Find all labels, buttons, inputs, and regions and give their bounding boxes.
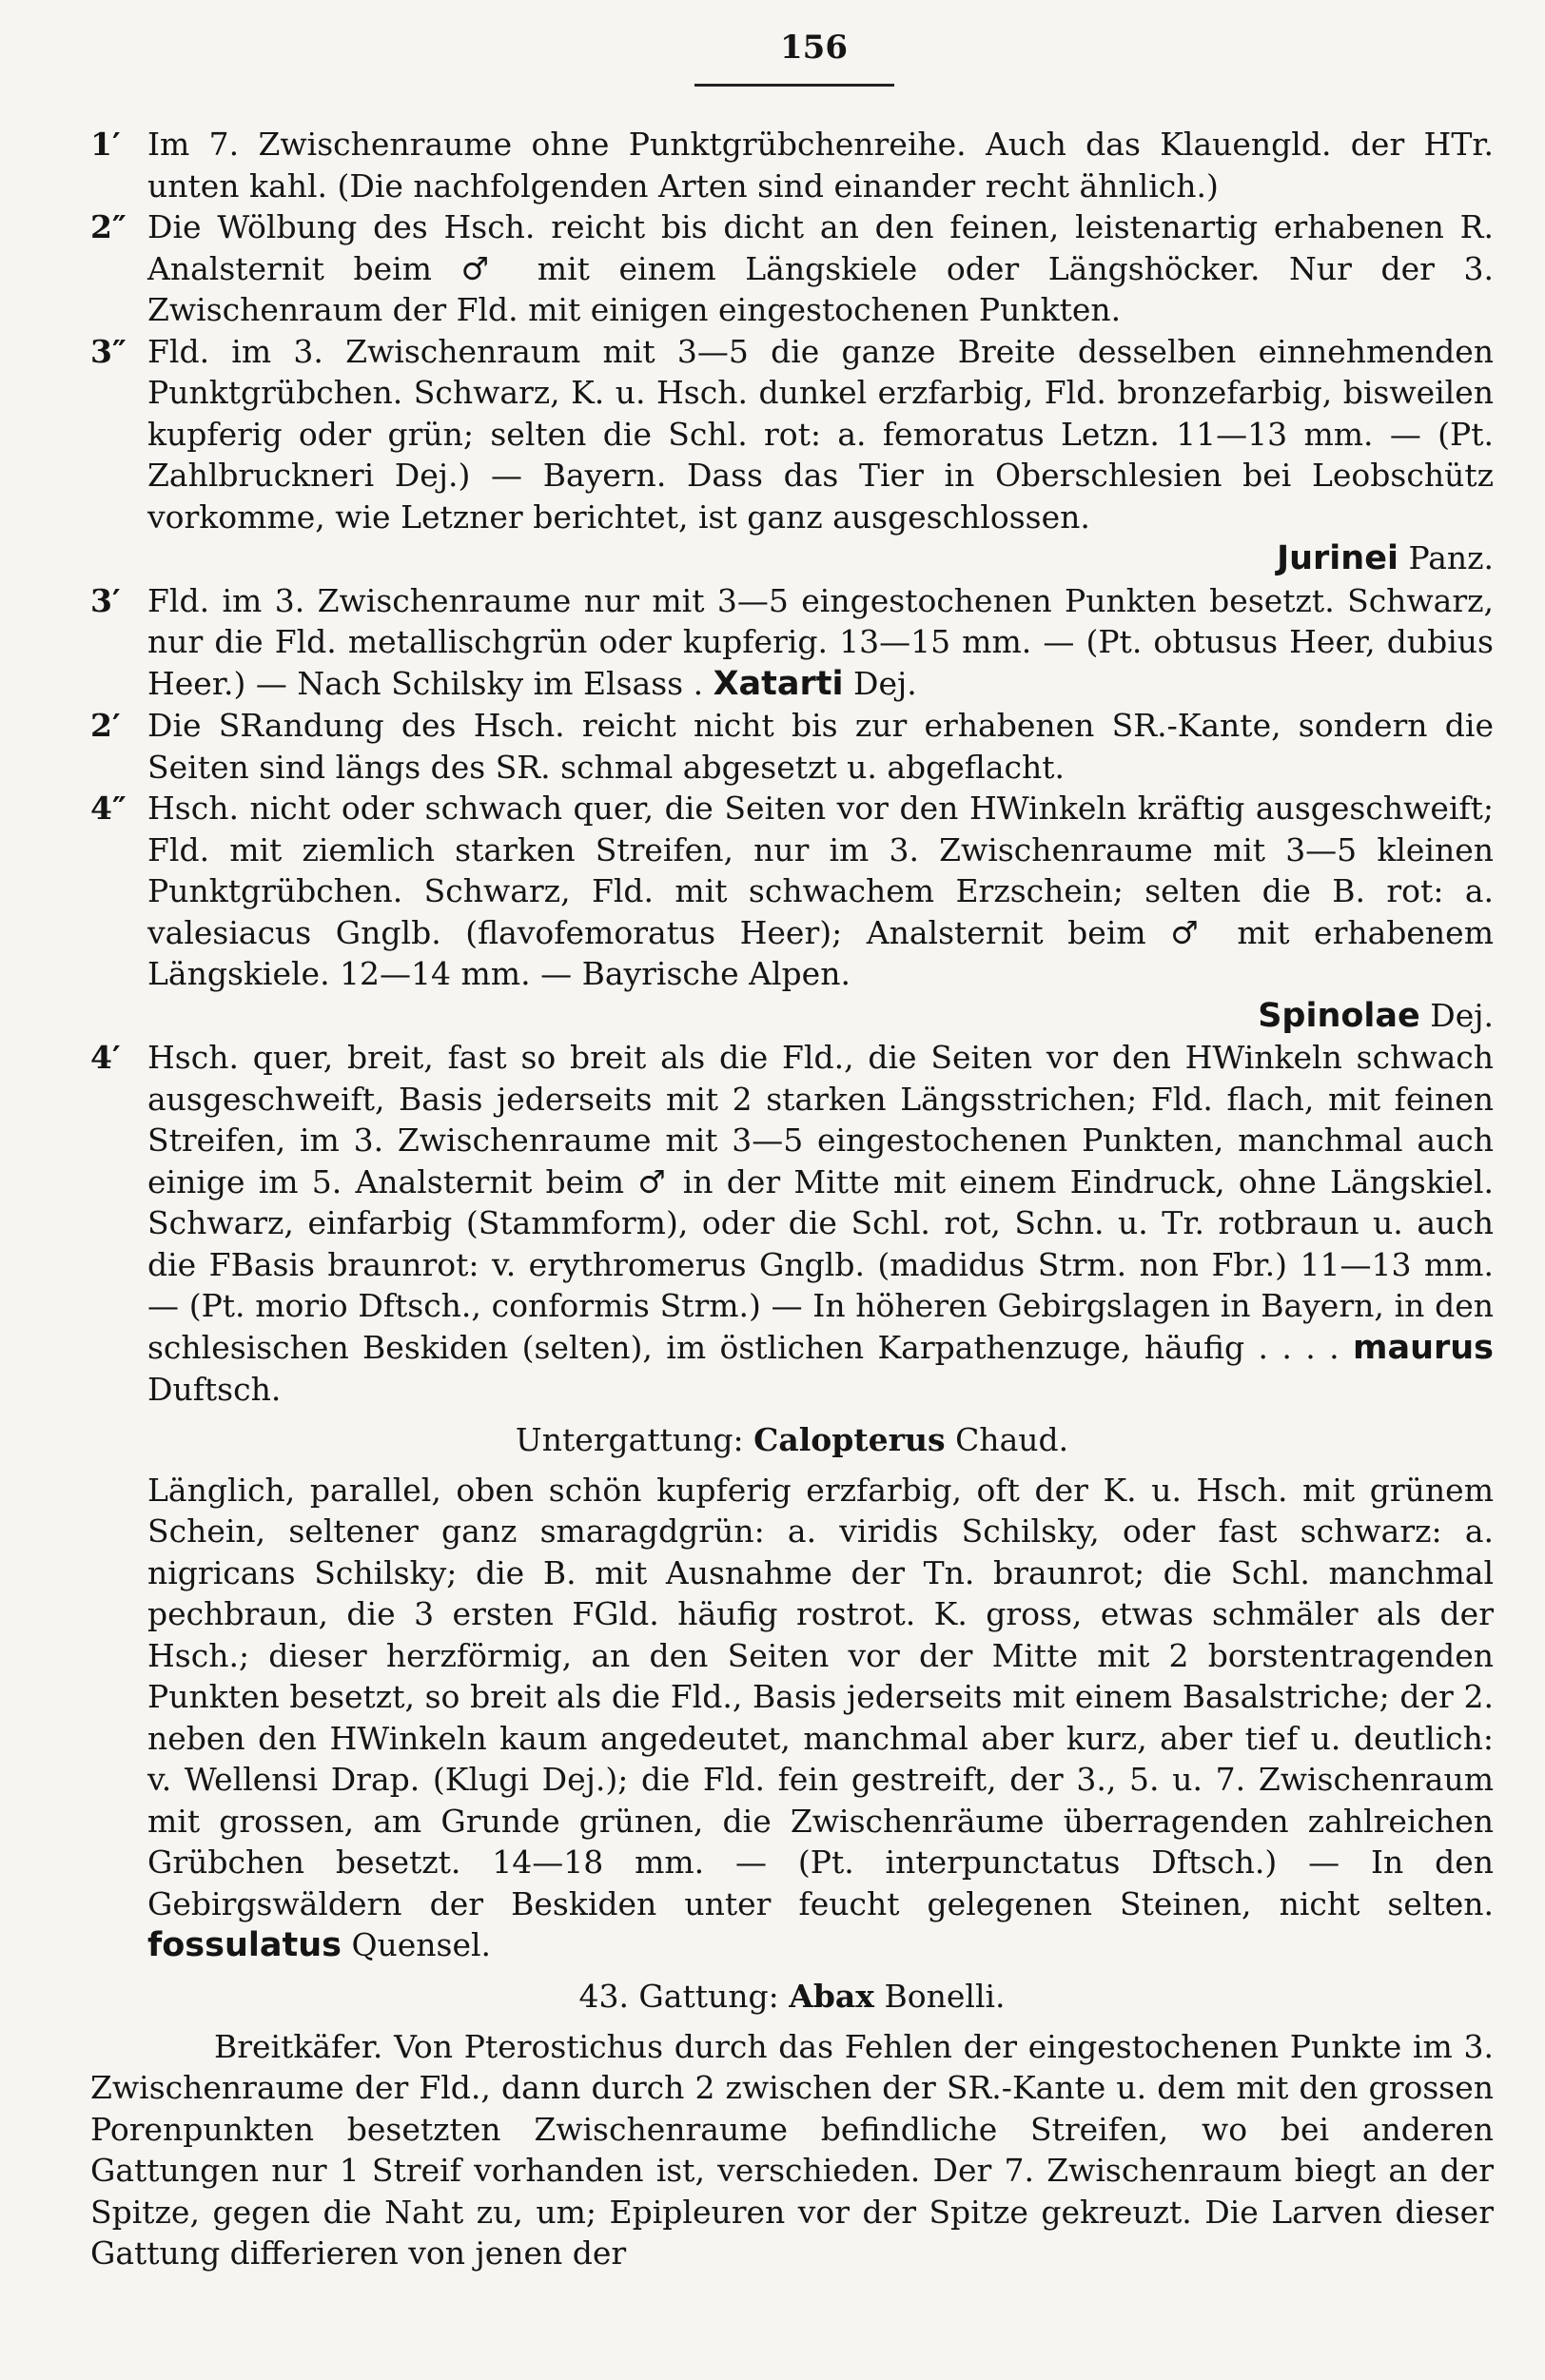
subgenus-text: Länglich, parallel, oben schön kupferig erzfarbig, oft der K. u. Hsch. mit grünem Schein, seltener ganz smaragdgrün: a. viridis Schilsky, oder fast schwarz: a. nigricans Schilsky; die B. mit Ausnahme der Tn. braunrot; die Schl. manchmal pechbraun, die 3 ersten FGld. häufig rostrot. K. gross, etwas schmäler als der Hsch.; dieser herzförmig, an den Seiten vor der Mitte mit 2 borstentragenden Punkten besetzt, so breit als die Fld., Basis jederseits mit einem Basalstriche; der 2. neben den HWinkeln kaum angedeutet, manchmal aber kurz, aber tief u. deutlich: v. Wellensi Drap. (Klugi Dej.); die Fld. fein gestreift, der 3., 5. u. 7. Zwischenraum mit grossen, am Grunde grünen, die Zwischenräume überragenden zahlreichen Grübchen besetzt. 14—18 mm. — (Pt. interpunctatus Dftsch.) — In den Gebirgswäldern der Beskiden unter feucht gelegenen Steinen, nicht selten. — [147, 1471, 1494, 1922]
key-entry-7 — [90, 1037, 1494, 1411]
species-name: maurus — [1352, 1328, 1494, 1367]
header-rule — [694, 84, 894, 87]
entry-text: Hsch. quer, breit, fast so breit als die Fld., die Seiten vor den HWinkeln schwach ausgeschweift, Basis jederseits mit 2 starken Längsstrichen; Fld. flach, mit feinen Streifen, im 3. Zwischenraume mit 3—5 eingestochenen Punkten, manchmal auch einige im 5. Analsternit beim ♂ in der Mitte mit einem Eindruck, ohne Längskiel. Schwarz, einfarbig (Stammform), oder die Schl. rot, Schn. u. Tr. rotbraun u. auch die FBasis braunrot: v. erythromerus Gnglb. (madidus Strm. non Fbr.) 11—13 mm. — (Pt. morio Dftsch., conformis Strm.) — In höheren Gebirgslagen in Bayern, in den schlesischen Beskiden (selten), im östlichen Karpathenzuge, häufig . . . . — [147, 1039, 1494, 1366]
genus-author: Bonelli. — [884, 1977, 1006, 2015]
entry-key: 4′ — [90, 1039, 121, 1076]
page-number: 156 — [780, 29, 848, 67]
entry-key: 3″ — [90, 332, 127, 370]
genus-description: Breitkäfer. Von Pterostichus durch das Fehlen der eingestochenen Punkte im 3. Zwischenraume der Fld., dann durch 2 zwischen der SR.-Kante u. dem mit den grossen Porenpunkten besetzten Zwischenraume befindliche Streifen, wo bei anderen Gattungen nur 1 Streif vorhanden ist, verschieden. Der 7. Zwischenraum biegt an der Spitze, gegen die Naht zu, um; Epipleuren vor der Spitze gekreuzt. Die Larven dieser Gattung differieren von jenen der — [90, 2027, 1494, 2272]
genus-name: Abax — [789, 1977, 874, 2015]
key-entry-3 — [90, 331, 1494, 580]
entry-key: 3′ — [90, 581, 121, 619]
subgenus-prefix: Untergattung: — [515, 1420, 744, 1458]
entry-key: 2′ — [90, 707, 121, 744]
species-author: Panz. — [1408, 539, 1494, 576]
entry-key: 4″ — [90, 790, 127, 827]
species-author: Duftsch. — [147, 1371, 282, 1408]
species-line — [147, 995, 1494, 1038]
entry-text: Die Wölbung des Hsch. reicht bis dicht an den feinen, leistenartig erhabenen R. Analsternit beim ♂ mit einem Längskiele oder Längshöcker. Nur der 3. Zwischenraum der Fld. mit einigen eingestochenen Punkten. — [147, 208, 1494, 328]
species-line — [147, 537, 1494, 580]
entry-text: Hsch. nicht oder schwach quer, die Seiten vor den HWinkeln kräftig ausgeschweift; Fld. mit ziemlich starken Streifen, nur im 3. Zwischenraume mit 3—5 kleinen Punktgrübchen. Schwarz, Fld. mit schwachem Erzschein; selten die B. rot: a. valesiacus Gnglb. (flavofemoratus Heer); Analsternit beim ♂ mit erhabenem Längskiele. 12—14 mm. — Bayrische Alpen. — [147, 790, 1494, 992]
genus-prefix: 43. Gattung: — [578, 1977, 779, 2015]
species-author: Dej. — [1430, 996, 1494, 1034]
subgenus-description — [90, 1470, 1494, 1967]
key-entry-2 — [90, 206, 1494, 331]
species-name: Jurinei — [1277, 539, 1398, 577]
entry-text: Fld. im 3. Zwischenraume nur mit 3—5 eingestochenen Punkten besetzt. Schwarz, nur die Fld. metallischgrün oder kupferig. 13—15 mm. — (Pt. obtusus Heer, dubius Heer.) — Nach Schilsky im Elsass . — [147, 581, 1494, 702]
species-name: fossulatus — [147, 1926, 342, 1964]
entry-text: Im 7. Zwischenraume ohne Punktgrübchenreihe. Auch das Klauengld. der HTr. unten kahl. (Die nachfolgenden Arten sind einander recht ähnlich.) — [147, 126, 1494, 205]
entry-text: Fld. im 3. Zwischenraum mit 3—5 die ganze Breite desselben einnehmenden Punktgrübchen. Schwarz, K. u. Hsch. dunkel erzfarbig, Fld. bronzefarbig, bisweilen kupferig oder grün; selten die Schl. rot: a. femoratus Letzn. 11—13 mm. — (Pt. Zahlbruckneri Dej.) — Bayern. Dass das Tier in Oberschlesien bei Leobschütz vorkomme, wie Letzner berichtet, ist ganz ausgeschlossen. — [147, 332, 1494, 536]
entry-key: 2″ — [90, 208, 127, 245]
key-entry-4 — [90, 580, 1494, 706]
species-name: Spinolae — [1258, 996, 1420, 1035]
species-author: Quensel. — [351, 1926, 492, 1963]
species-author: Dej. — [853, 664, 917, 702]
key-column — [90, 124, 1494, 2274]
key-entry-6 — [90, 788, 1494, 1037]
subgenus-heading — [90, 1416, 1494, 1464]
subgenus-name: Calopterus — [753, 1420, 946, 1458]
genus-heading — [90, 1973, 1494, 2020]
subgenus-author: Chaud. — [955, 1420, 1069, 1458]
key-entry-1 — [90, 124, 1494, 206]
entry-key: 1′ — [90, 126, 121, 163]
species-name: Xatarti — [713, 664, 844, 703]
key-entry-5 — [90, 705, 1494, 788]
entry-text: Die SRandung des Hsch. reicht nicht bis zur erhabenen SR.-Kante, sondern die Seiten sind längs des SR. schmal abgesetzt u. abgeflacht. — [147, 707, 1494, 786]
